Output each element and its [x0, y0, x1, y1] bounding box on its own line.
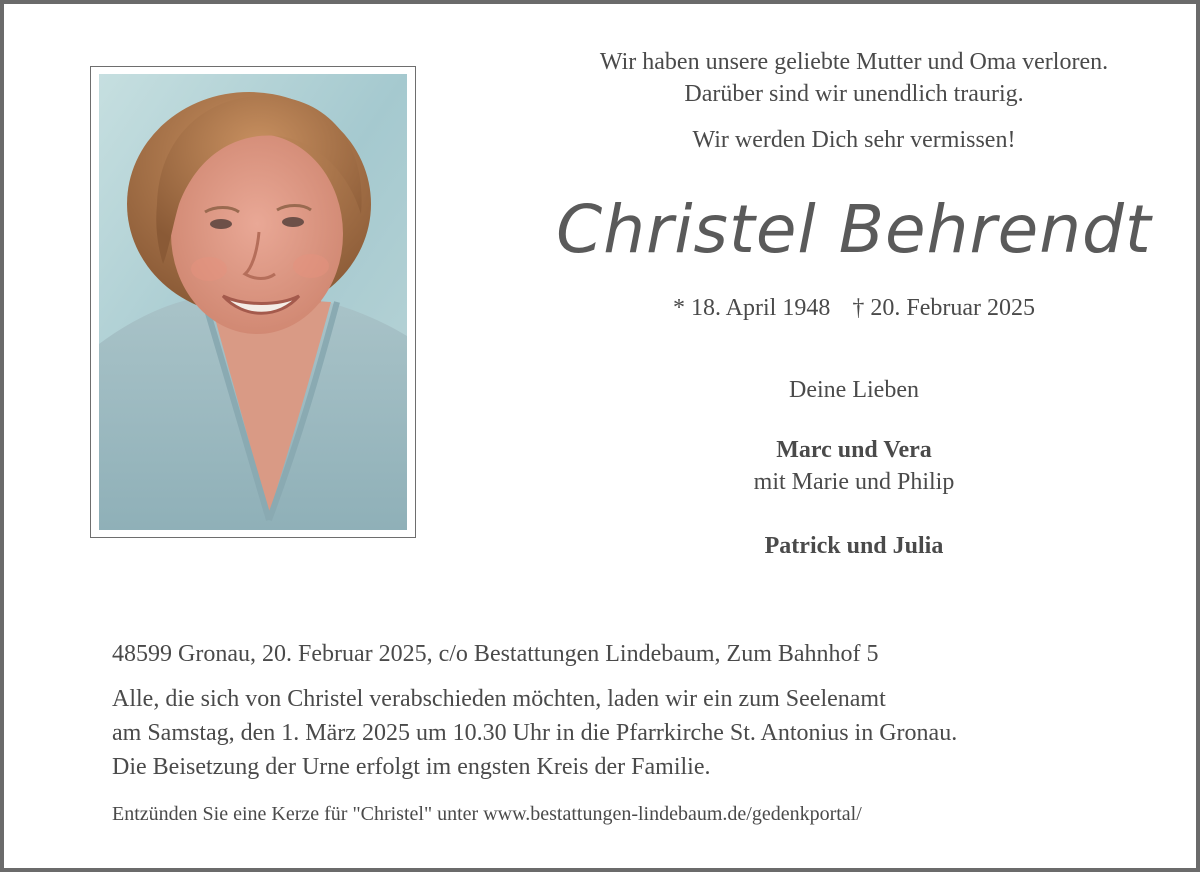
miss-line: Wir werden Dich sehr vermissen!: [692, 127, 1016, 153]
invite-line-3: Die Beisetzung der Urne erfolgt im engsten Kreis der Familie.: [112, 754, 711, 780]
portrait-frame: [90, 66, 416, 538]
life-dates: [524, 292, 1184, 324]
invite-line-2: am Samstag, den 1. März 2025 um 10.30 Uhr in die Pfarrkirche St. Antonius in Gronau.: [112, 720, 958, 746]
intro-line-1: Wir haben unsere geliebte Mutter und Oma verloren.: [599, 49, 1109, 75]
deceased-name: Christel Behrendt: [556, 191, 1152, 268]
portrait-photo: [99, 74, 407, 530]
death-date: † 20. Februar 2025: [852, 295, 1035, 321]
family-1-sub: mit Marie und Philip: [753, 469, 955, 495]
candle-line: Entzünden Sie eine Kerze für "Christel" unter www.bestattungen-lindebaum.de/gedenkportal/: [112, 803, 862, 825]
intro-line-2: Darüber sind wir unendlich traurig.: [684, 81, 1024, 107]
bottom-text: [112, 638, 1172, 828]
invitation: [112, 682, 1172, 784]
address-line: 48599 Gronau, 20. Februar 2025, c/o Bestattungen Lindebaum, Zum Bahnhof 5: [112, 641, 879, 667]
family-1-name: Marc und Vera: [776, 437, 932, 463]
birth-date: * 18. April 1948: [673, 295, 831, 321]
invite-line-1: Alle, die sich von Christel verabschieden möchten, laden wir ein zum Seelenamt: [112, 686, 886, 712]
lieben-label: Deine Lieben: [789, 377, 919, 403]
portrait-illustration: [99, 74, 407, 530]
notice-text: [524, 44, 1184, 562]
family-2-name: Patrick und Julia: [764, 533, 944, 559]
